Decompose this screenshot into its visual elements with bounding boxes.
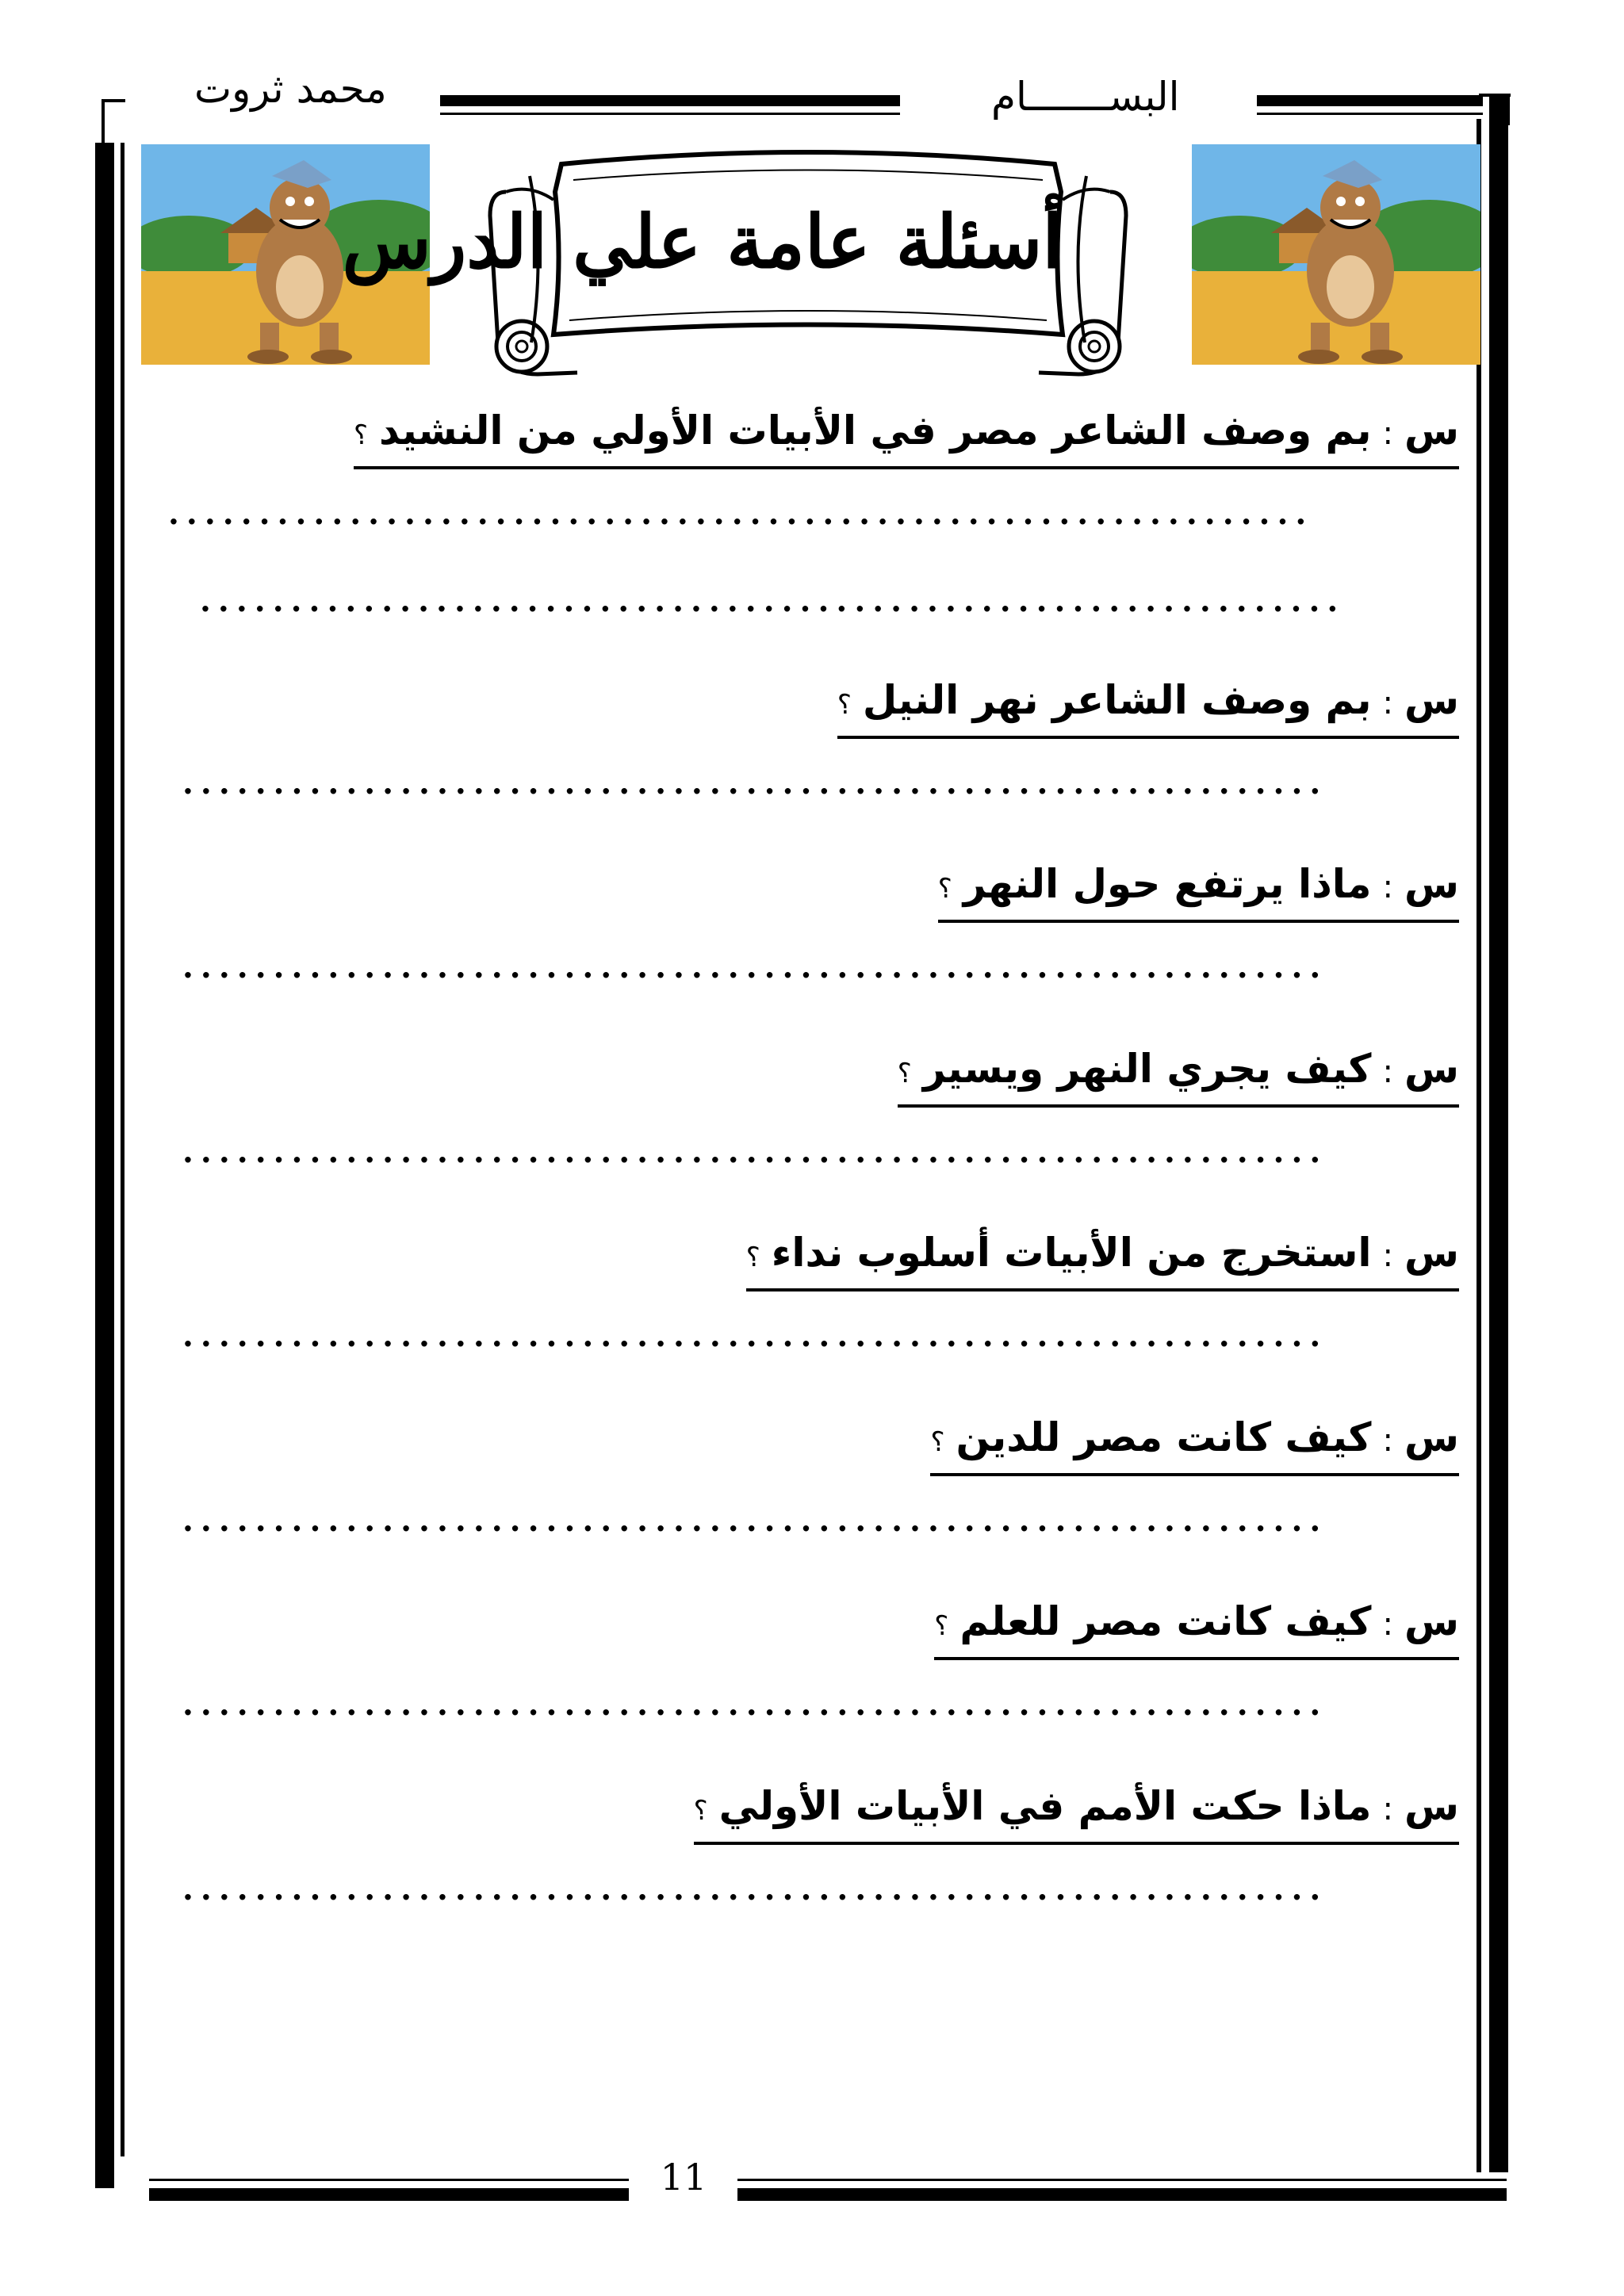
question-separator: : <box>1382 685 1393 721</box>
frame-corner-top-left <box>102 99 105 147</box>
question-mark: ؟ <box>693 1795 708 1827</box>
question-separator: : <box>1382 869 1393 905</box>
question-prefix: س <box>1404 1230 1459 1276</box>
question-text: ماذا حكت الأمم في الأبيات الأولي <box>718 1783 1372 1829</box>
question-1 <box>354 403 1459 469</box>
question-4 <box>898 1041 1459 1108</box>
answer-line[interactable]: ............................................................... <box>168 498 1314 530</box>
header-rule-right-thin <box>1257 113 1483 115</box>
cartoon-image-right <box>1192 144 1480 365</box>
question-separator: : <box>1382 1422 1393 1459</box>
question-6 <box>930 1410 1459 1476</box>
question-mark: ؟ <box>745 1242 760 1273</box>
question-separator: : <box>1382 415 1393 452</box>
question-prefix: س <box>1404 677 1459 723</box>
question-mark: ؟ <box>897 1058 912 1089</box>
question-5 <box>746 1225 1459 1292</box>
book-name: البســـــــام <box>991 74 1180 120</box>
question-text: كيف يجري النهر ويسير <box>922 1046 1372 1092</box>
question-text: استخرج من الأبيات أسلوب نداء <box>771 1230 1372 1276</box>
frame-corner-top-right-v <box>1507 94 1510 125</box>
frame-corner-top-left-h <box>102 99 125 102</box>
author-name: محمد ثروت <box>194 66 387 112</box>
question-mark: ؟ <box>353 419 369 451</box>
question-prefix: س <box>1404 1598 1459 1644</box>
page-number: 11 <box>660 2156 707 2198</box>
page-title: أسئلة عامة علي الدرس <box>342 199 1063 285</box>
question-text: بم وصف الشاعر مصر في الأبيات الأولي من النشيد <box>379 408 1372 453</box>
footer-rule-right-thin <box>737 2179 1507 2181</box>
footer-rule-left-thin <box>149 2179 629 2181</box>
answer-line[interactable]: ............................................................... <box>182 1505 1328 1536</box>
question-mark: ؟ <box>930 1426 945 1458</box>
question-text: كيف كانت مصر للدين <box>956 1414 1372 1460</box>
frame-corner-top-right <box>1479 94 1511 97</box>
question-prefix: س <box>1404 1783 1459 1829</box>
question-2 <box>837 672 1459 739</box>
answer-line[interactable]: ............................................................... <box>182 1136 1328 1168</box>
header-rule-right <box>1257 95 1483 106</box>
question-prefix: س <box>1404 408 1459 453</box>
question-8 <box>694 1778 1459 1845</box>
answer-line[interactable]: ............................................................... <box>182 1873 1328 1905</box>
question-mark: ؟ <box>934 1610 949 1642</box>
header-rule-left-thin <box>440 113 900 115</box>
frame-right-inner-border <box>1477 119 1481 2172</box>
footer-rule-left <box>149 2188 629 2201</box>
answer-line[interactable]: ............................................................... <box>182 1689 1328 1720</box>
frame-left-border <box>95 143 114 2188</box>
footer-rule-right <box>737 2188 1507 2201</box>
question-prefix: س <box>1404 1414 1459 1460</box>
frame-left-inner-border <box>121 143 124 2156</box>
question-prefix: س <box>1404 1046 1459 1092</box>
question-text: ماذا يرتفع حول النهر <box>963 861 1372 907</box>
question-separator: : <box>1382 1606 1393 1643</box>
answer-line[interactable]: ............................................................... <box>182 951 1328 983</box>
answer-line[interactable]: ............................................................... <box>200 585 1346 617</box>
question-text: بم وصف الشاعر نهر النيل <box>862 677 1372 723</box>
question-prefix: س <box>1404 861 1459 907</box>
header-rule-left <box>440 95 900 106</box>
question-mark: ؟ <box>837 689 852 721</box>
question-7 <box>934 1594 1459 1660</box>
question-separator: : <box>1382 1238 1393 1274</box>
question-separator: : <box>1382 1054 1393 1090</box>
question-text: كيف كانت مصر للعلم <box>959 1598 1372 1644</box>
frame-right-border <box>1489 95 1508 2172</box>
question-3 <box>938 856 1459 923</box>
question-mark: ؟ <box>937 873 952 905</box>
answer-line[interactable]: ............................................................... <box>182 767 1328 799</box>
answer-line[interactable]: ............................................................... <box>182 1320 1328 1352</box>
question-separator: : <box>1382 1791 1393 1827</box>
